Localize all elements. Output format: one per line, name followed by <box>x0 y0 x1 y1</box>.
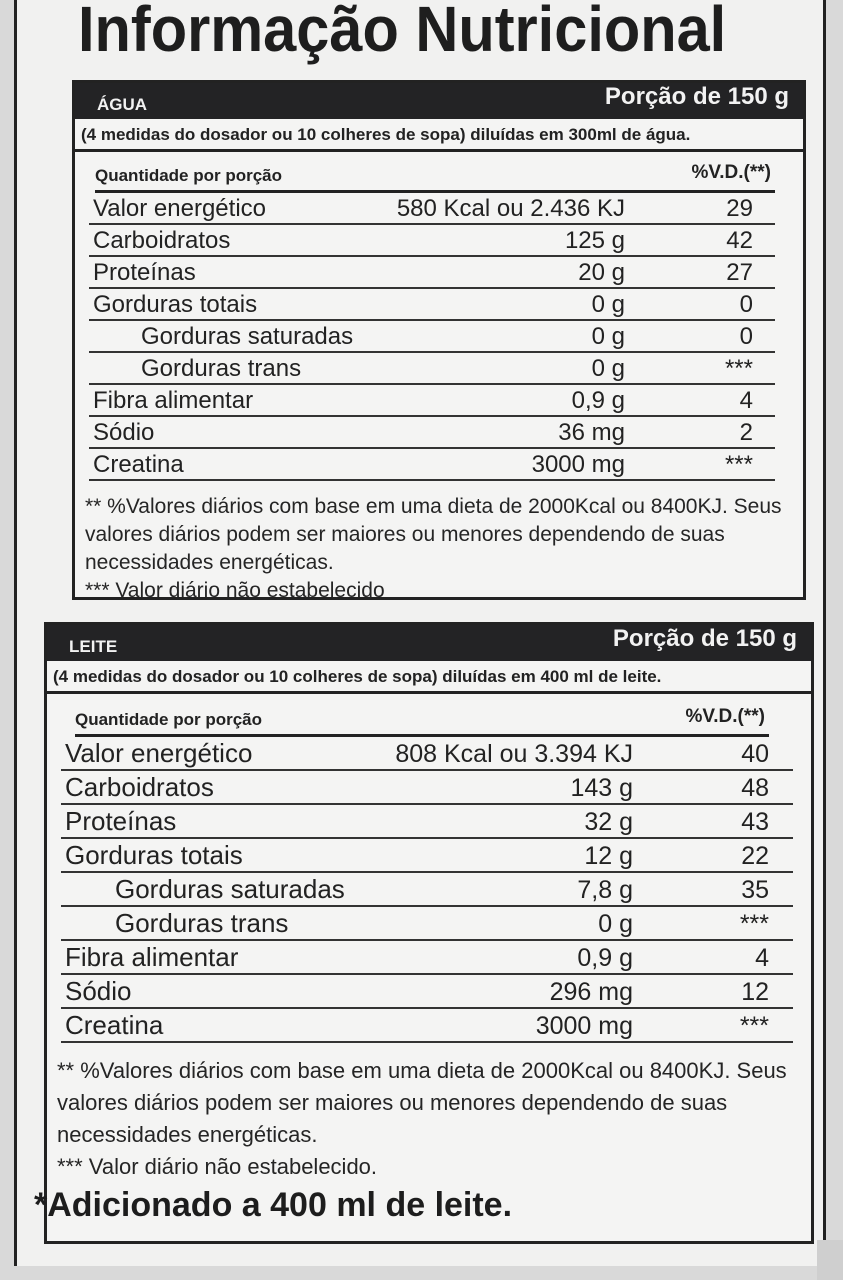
table-row <box>89 193 775 225</box>
agua-serving-note: (4 medidas do dosador ou 10 colheres de sopa) diluídas em 300ml de água. <box>75 119 803 152</box>
nutrient-amount: 32 g <box>584 808 633 836</box>
table-row <box>61 737 793 771</box>
nutrient-pct: 48 <box>741 774 769 802</box>
nutrient-amount: 3000 mg <box>531 451 625 478</box>
nutrient-name: Valor energético <box>93 195 266 222</box>
nutrient-amount: 296 mg <box>549 978 633 1006</box>
leite-vd-label: %V.D.(**) <box>685 706 765 727</box>
nutrient-name: Proteínas <box>93 259 196 286</box>
nutrient-name: Carboidratos <box>93 227 231 254</box>
nutrient-pct: 40 <box>741 740 769 768</box>
nutrient-name: Gorduras saturadas <box>115 874 345 904</box>
leite-footnotes <box>47 1043 811 1183</box>
table-row <box>89 257 775 289</box>
nutrient-amount: 0 g <box>591 291 625 318</box>
table-row <box>89 417 775 449</box>
nutrient-name: Gorduras saturadas <box>141 323 354 350</box>
nutrient-pct: 0 <box>739 291 753 318</box>
nutrient-amount: 0 g <box>591 323 625 350</box>
agua-vd-label: %V.D.(**) <box>691 162 771 183</box>
nutrient-amount: 0 g <box>598 910 633 938</box>
table-row <box>61 941 793 975</box>
label-title: Informação Nutricional <box>78 0 727 65</box>
nutrient-pct: *** <box>724 355 753 382</box>
nutrient-name: Gorduras totais <box>93 291 258 318</box>
agua-kind: ÁGUA <box>97 95 148 114</box>
leite-qty-label: Quantidade por porção <box>75 710 263 729</box>
table-row <box>89 225 775 257</box>
nutrient-amount: 7,8 g <box>577 876 633 904</box>
nutrient-pct: *** <box>739 1012 769 1040</box>
leite-rows <box>47 737 811 1043</box>
nutrient-amount: 0 g <box>591 355 625 382</box>
table-row <box>89 289 775 321</box>
table-row <box>89 449 775 481</box>
nutrient-amount: 0,9 g <box>571 387 625 414</box>
nutrient-name: Sódio <box>93 419 155 446</box>
agua-rows <box>75 193 803 481</box>
nutrient-name: Sódio <box>65 976 132 1006</box>
nutrient-amount: 143 g <box>570 774 633 802</box>
agua-footnotes <box>75 481 803 605</box>
nutrient-pct: 4 <box>739 387 753 414</box>
nutrient-amount: 12 g <box>584 842 633 870</box>
nutrient-name: Gorduras totais <box>65 840 243 870</box>
nutrient-name: Creatina <box>93 451 184 478</box>
nutrient-pct: 12 <box>741 978 769 1006</box>
nutrient-amount: 0,9 g <box>577 944 633 972</box>
agua-qty-header <box>95 152 775 193</box>
nutrient-pct: 43 <box>741 808 769 836</box>
table-row <box>61 1009 793 1043</box>
agua-header <box>75 83 803 119</box>
nutrient-pct: 42 <box>726 227 753 254</box>
nutrient-pct: 29 <box>726 195 753 222</box>
table-row <box>61 975 793 1009</box>
leite-footnote-na: *** Valor diário não estabelecido. <box>57 1154 378 1179</box>
nutrient-amount: 808 Kcal ou 3.394 KJ <box>395 740 633 768</box>
leite-portion: Porção de 150 g <box>612 625 797 652</box>
nutrient-amount: 580 Kcal ou 2.436 KJ <box>396 195 625 222</box>
agua-portion: Porção de 150 g <box>604 83 789 110</box>
table-row <box>61 805 793 839</box>
leite-serving-note: (4 medidas do dosador ou 10 colheres de sopa) diluídas em 400 ml de leite. <box>47 661 811 694</box>
nutrient-name: Gorduras trans <box>115 908 289 938</box>
nutrient-name: Creatina <box>65 1010 164 1040</box>
nutrient-amount: 3000 mg <box>535 1012 633 1040</box>
leite-header <box>47 625 811 661</box>
nutrient-amount: 125 g <box>564 227 625 254</box>
leite-footnote-vd: ** %Valores diários com base em uma dieta de 2000Kcal ou 8400KJ. Seus valores diários podem ser maiores ou menores dependendo de suas necessidades energéticas. <box>57 1058 787 1147</box>
nutrient-name: Proteínas <box>65 806 177 836</box>
package-corner <box>817 1240 843 1280</box>
table-row <box>61 907 793 941</box>
nutrient-name: Fibra alimentar <box>65 942 239 972</box>
agua-panel <box>72 80 806 600</box>
nutrient-name: Fibra alimentar <box>93 387 254 414</box>
leite-kind: LEITE <box>69 637 118 656</box>
agua-footnote-na: *** Valor diário não estabelecido <box>85 579 385 602</box>
agua-footnote-vd: ** %Valores diários com base em uma dieta de 2000Kcal ou 8400KJ. Seus valores diários podem ser maiores ou menores dependendo de suas necessidades energéticas. <box>85 495 782 574</box>
nutrient-name: Carboidratos <box>65 772 214 802</box>
table-row <box>61 873 793 907</box>
table-row <box>61 771 793 805</box>
nutrient-pct: *** <box>724 451 753 478</box>
nutrient-amount: 36 mg <box>558 419 625 446</box>
leite-panel <box>44 622 814 1244</box>
leite-qty-header <box>75 694 769 737</box>
nutrient-pct: 35 <box>741 876 769 904</box>
nutrient-pct: *** <box>739 910 769 938</box>
table-row <box>89 385 775 417</box>
table-row <box>61 839 793 873</box>
added-milk-note: *Adicionado a 400 ml de leite. <box>34 1186 513 1224</box>
nutrient-pct: 4 <box>755 944 769 972</box>
nutrient-name: Valor energético <box>65 738 253 768</box>
nutrient-pct: 2 <box>739 419 753 446</box>
nutrient-amount: 20 g <box>578 259 625 286</box>
nutrient-pct: 22 <box>741 842 769 870</box>
nutrient-pct: 27 <box>726 259 753 286</box>
table-row <box>89 353 775 385</box>
table-row <box>89 321 775 353</box>
nutrient-pct: 0 <box>739 323 753 350</box>
agua-qty-label: Quantidade por porção <box>95 166 283 185</box>
nutrient-name: Gorduras trans <box>141 355 302 382</box>
